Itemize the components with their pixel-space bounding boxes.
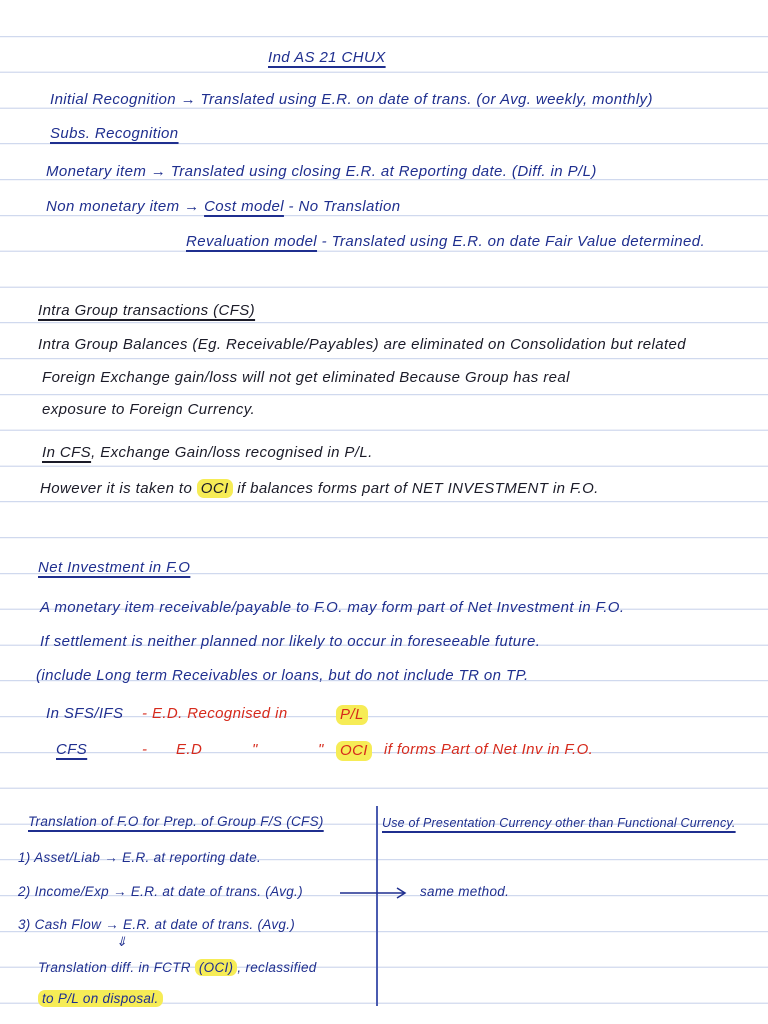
non-monetary-label: Non monetary item → xyxy=(46,198,205,215)
sfs-ifs-label: In SFS/IFS xyxy=(46,705,124,722)
net-investment-heading: Net Investment in F.O xyxy=(38,559,191,576)
presentation-currency-heading: Use of Presentation Currency other than Functional Currency. xyxy=(382,816,736,830)
translation-item: 2) Income/Exp → E.R. at date of trans. (Avg.) xyxy=(18,884,303,899)
cfs-exchange-line xyxy=(42,444,373,462)
intra-group-line: Intra Group Balances (Eg. Receivable/Payables) are eliminated on Consolidation but related xyxy=(38,336,687,353)
cfs-label: CFS xyxy=(56,741,88,758)
cfs-label: In CFS xyxy=(42,444,92,461)
translation-diff-text: Translation diff. in FCTR xyxy=(38,960,195,975)
translation-item: 3) Cash Flow → E.R. at date of trans. (Avg.) xyxy=(18,917,296,932)
disposal-highlight: to P/L on disposal. xyxy=(38,990,163,1007)
net-investment-line: If settlement is neither planned nor likely to occur in foreseeable future. xyxy=(40,633,541,650)
cost-model-label: Cost model xyxy=(204,198,284,215)
cfs-text: , Exchange Gain/loss recognised in P/L. xyxy=(91,444,373,461)
however-text: However it is taken to xyxy=(40,480,197,497)
same-method-text: same method. xyxy=(420,884,510,899)
oci-highlight: OCI xyxy=(336,741,372,761)
net-investment-oci-line xyxy=(40,480,599,498)
revaluation-model-text: - Translated using E.R. on date Fair Value determined. xyxy=(317,233,706,250)
disposal-line xyxy=(38,990,163,1008)
ditto-mark: " xyxy=(318,741,324,758)
intra-group-line: exposure to Foreign Currency. xyxy=(42,401,256,418)
pl-highlight: P/L xyxy=(336,705,368,725)
however-after-text: if balances forms part of NET INVESTMENT in F.O. xyxy=(232,480,599,497)
subsequent-recognition-heading: Subs. Recognition xyxy=(50,125,179,142)
ditto-mark: " xyxy=(252,741,258,758)
revaluation-model-line xyxy=(186,233,705,251)
cost-model-text: - No Translation xyxy=(283,198,401,215)
initial-recognition-line: Initial Recognition → Translated using E.R. on date of trans. (or Avg. weekly, monthly) xyxy=(50,91,653,108)
intra-group-line: Foreign Exchange gain/loss will not get eliminated Because Group has real xyxy=(42,369,570,386)
revaluation-model-label: Revaluation model xyxy=(186,233,318,250)
column-divider xyxy=(376,806,378,1006)
translation-heading: Translation of F.O for Prep. of Group F/S (CFS) xyxy=(28,814,324,829)
reclassified-text: , reclassified xyxy=(237,960,317,975)
net-investment-line: (include Long term Receivables or loans, but do not include TR on TP. xyxy=(36,667,529,684)
translation-difference-line xyxy=(38,959,317,977)
oci-highlight: OCI xyxy=(197,479,233,498)
right-arrow-icon xyxy=(338,884,412,902)
oci-highlight: (OCI) xyxy=(195,959,238,976)
intra-group-heading: Intra Group transactions (CFS) xyxy=(38,302,256,319)
cfs-dash: - xyxy=(142,741,148,758)
cfs-ed: E.D xyxy=(176,741,203,758)
translation-item: 1) Asset/Liab → E.R. at reporting date. xyxy=(18,850,262,865)
down-arrow-icon: ⇓ xyxy=(116,934,128,949)
net-investment-line: A monetary item receivable/payable to F.O. may form part of Net Investment in F.O. xyxy=(40,599,625,616)
sfs-ifs-text: - E.D. Recognised in xyxy=(142,705,288,722)
non-monetary-item-line xyxy=(46,198,401,216)
page-title: Ind AS 21 CHUX xyxy=(268,49,386,66)
cfs-oci-text: if forms Part of Net Inv in F.O. xyxy=(384,741,594,758)
monetary-item-line: Monetary item → Translated using closing E.R. at Reporting date. (Diff. in P/L) xyxy=(46,163,597,180)
